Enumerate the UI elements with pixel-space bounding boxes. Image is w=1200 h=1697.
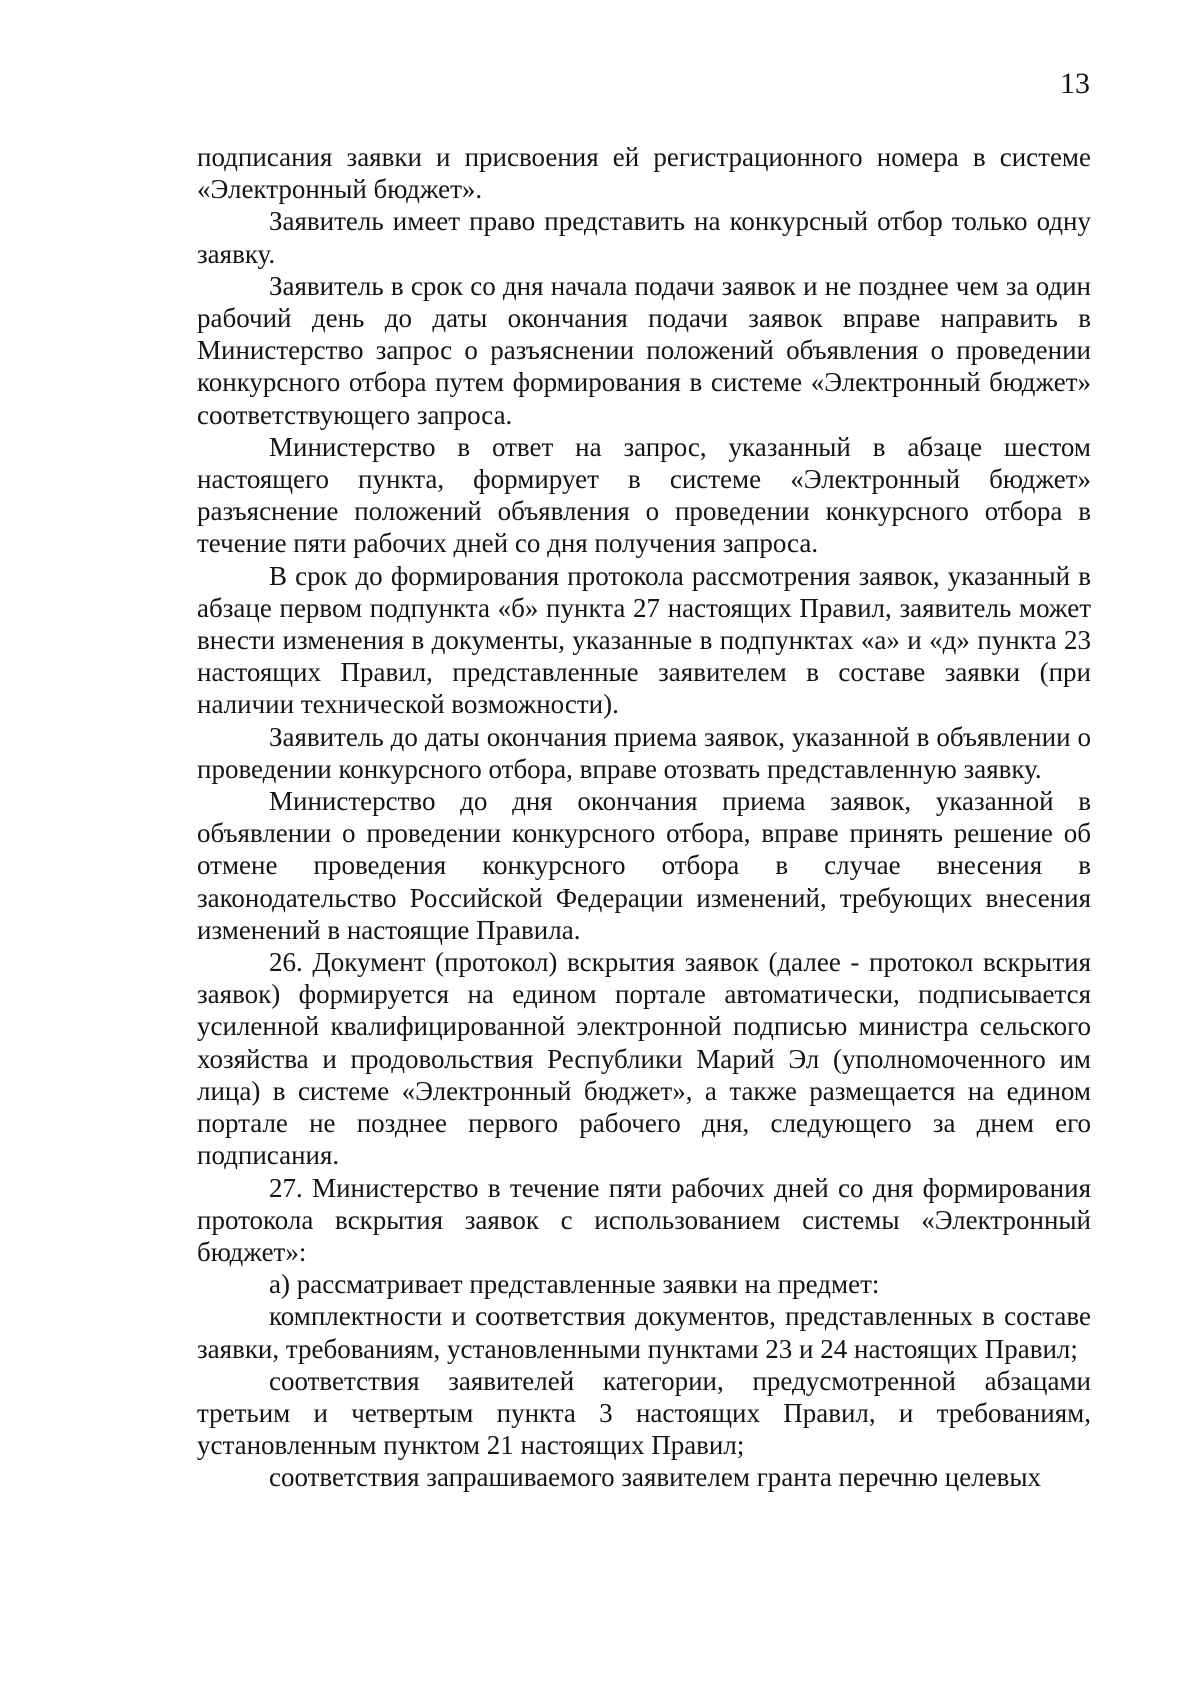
paragraph: Заявитель имеет право представить на конкурсный отбор только одну заявку. xyxy=(197,206,1091,269)
paragraph: В срок до формирования протокола рассмотрения заявок, указанный в абзаце первом подпункта «б» пункта 27 настоящих Правил, заявитель может внести изменения в документы, указанные в подпунктах «а» и «д» пункта 23 настоящих Правил, представленные заявителем в составе заявки (при наличии технической возможности). xyxy=(197,560,1091,720)
document-body xyxy=(197,141,1091,1494)
paragraph: соответствия запрашиваемого заявителем гранта перечню целевых xyxy=(269,1462,1042,1493)
paragraph: комплектности и соответствия документов, представленных в составе заявки, требованиям, установленными пунктами 23 и 24 настоящих Правил; xyxy=(197,1301,1091,1364)
paragraph: Заявитель в срок со дня начала подачи заявок и не позднее чем за один рабочий день до даты окончания подачи заявок вправе направить в Министерство запрос о разъяснении положений объявления о проведении конкурсного отбора путем формирования в системе «Электронный бюджет» соответствующего запроса. xyxy=(197,270,1091,430)
paragraph: подписания заявки и присвоения ей регистрационного номера в системе «Электронный бюджет». xyxy=(197,142,1091,205)
paragraph: Заявитель до даты окончания приема заявок, указанной в объявлении о проведении конкурсного отбора, вправе отозвать представленную заявку. xyxy=(197,721,1091,784)
subparagraph-a: а) рассматривает представленные заявки на предмет: xyxy=(269,1269,880,1300)
paragraph-section-27: 27. Министерство в течение пяти рабочих дней со дня формирования протокола вскрытия заявок с использованием системы «Электронный бюджет»: xyxy=(197,1172,1091,1267)
paragraph: Министерство до дня окончания приема заявок, указанной в объявлении о проведении конкурсного отбора, вправе принять решение об отмене проведения конкурсного отбора в случае внесения в законодательство Российской Федерации изменений, требующих внесения изменений в настоящие Правила. xyxy=(197,786,1091,945)
page-number: 13 xyxy=(1060,67,1090,100)
paragraph: Министерство в ответ на запрос, указанный в абзаце шестом настоящего пункта, формирует в системе «Электронный бюджет» разъяснение положений объявления о проведении конкурсного отбора в течение пяти рабочих дней со дня получения запроса. xyxy=(197,431,1091,559)
paragraph-section-26: 26. Документ (протокол) вскрытия заявок (далее - протокол вскрытия заявок) формируется на едином портале автоматически, подписывается усиленной квалифицированной электронной подписью министра сельского хозяйства и продовольствия Республики Марий Эл (уполномоченного им лица) в системе «Электронный бюджет», а также размещается на едином портале не позднее первого рабочего дня, следующего за днем его подписания. xyxy=(197,947,1091,1171)
paragraph: соответствия заявителей категории, предусмотренной абзацами третьим и четвертым пункта 3 настоящих Правил, и требованиям, установленным пунктом 21 настоящих Правил; xyxy=(197,1365,1091,1461)
